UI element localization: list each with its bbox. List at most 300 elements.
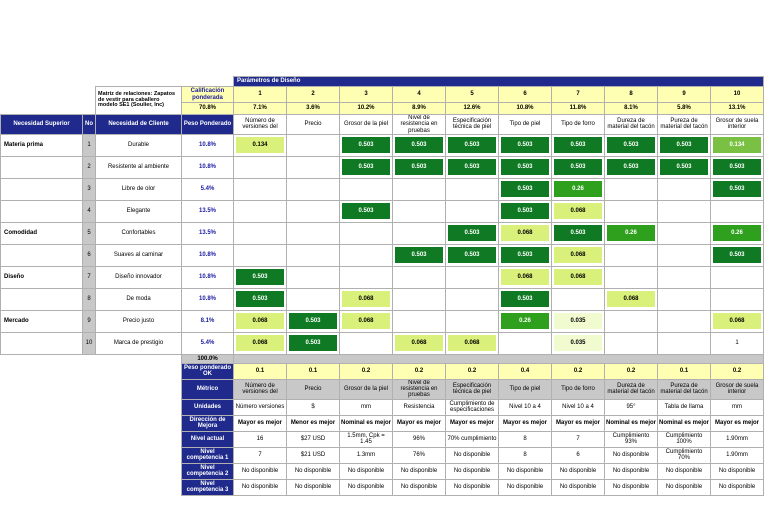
relation-cell — [446, 156, 499, 178]
param-weight: 3.6% — [287, 103, 340, 115]
relation-cell — [446, 244, 499, 266]
relation-value: 0.26 — [554, 181, 602, 197]
relation-cell — [340, 222, 393, 244]
metric-value: 1.5mm, Cpk = 1.45 — [340, 431, 393, 447]
metric-value: mm — [711, 399, 764, 415]
relation-cell — [287, 266, 340, 288]
relation-value: 0.068 — [501, 269, 549, 285]
relation-cell — [499, 310, 552, 332]
relation-cell — [340, 288, 393, 310]
metric-value: No disponible — [658, 479, 711, 495]
param-weight: 5.8% — [658, 103, 711, 115]
relation-cell — [287, 288, 340, 310]
relation-value: 0.503 — [342, 159, 390, 175]
relation-value: 0.503 — [395, 247, 443, 263]
need-superior — [1, 244, 83, 266]
blank-cell — [1, 77, 234, 87]
relation-cell — [340, 134, 393, 156]
relation-cell — [287, 222, 340, 244]
metric-row-label: Dirección de Mejora — [182, 415, 234, 431]
param-number: 3 — [340, 87, 393, 103]
param-weight: 10.2% — [340, 103, 393, 115]
total-bar — [234, 354, 764, 363]
metric-value: mm — [340, 399, 393, 415]
metric-value: No disponible — [605, 479, 658, 495]
param-weight: 11.8% — [552, 103, 605, 115]
need-number: 6 — [83, 244, 96, 266]
relation-value: 0.035 — [554, 335, 602, 351]
param-name: Tipo de piel — [499, 115, 552, 135]
metric-value: Grosor de la piel — [340, 379, 393, 399]
relation-cell — [658, 244, 711, 266]
relation-value: 0.503 — [395, 159, 443, 175]
relation-value: 0.503 — [395, 137, 443, 153]
relation-cell — [552, 332, 605, 354]
relation-cell — [552, 178, 605, 200]
relation-value: 0.068 — [713, 313, 761, 329]
param-number: 9 — [658, 87, 711, 103]
metric-value: Mayor es mejor — [393, 415, 446, 431]
relation-cell — [287, 200, 340, 222]
param-weight: 8.1% — [605, 103, 658, 115]
blank-cell — [1, 379, 182, 399]
metric-value: 0.1 — [234, 363, 287, 379]
metric-value: No disponible — [605, 463, 658, 479]
relation-cell — [234, 332, 287, 354]
header-superior: Necesidad Superior — [1, 115, 83, 135]
relation-cell — [552, 200, 605, 222]
customer-need: De moda — [96, 288, 182, 310]
relation-cell — [499, 134, 552, 156]
relation-value: 0.068 — [554, 269, 602, 285]
relation-cell — [552, 222, 605, 244]
metric-value: 8 — [499, 431, 552, 447]
metric-value: 0.1 — [287, 363, 340, 379]
weight-total: 100.0% — [182, 354, 234, 363]
relation-cell — [499, 288, 552, 310]
metric-value: Cumplimiento 70% — [658, 447, 711, 463]
relation-value: 0.503 — [713, 159, 761, 175]
relation-cell — [658, 178, 711, 200]
relation-cell — [234, 156, 287, 178]
customer-need: Diseño innovador — [96, 266, 182, 288]
metric-value: Cumplimiento de especificaciones — [446, 399, 499, 415]
metric-value: No disponible — [234, 479, 287, 495]
metric-value: Dureza de material del tacón — [605, 379, 658, 399]
relation-cell — [340, 244, 393, 266]
relation-cell — [711, 332, 764, 354]
metric-value: No disponible — [287, 463, 340, 479]
relation-cell — [658, 156, 711, 178]
metric-value: Número versiones — [234, 399, 287, 415]
need-superior — [1, 200, 83, 222]
relation-cell — [234, 266, 287, 288]
metric-value: Nivel 10 a 4 — [499, 399, 552, 415]
relation-value: 0.503 — [554, 225, 602, 241]
relation-value: 0.26 — [713, 225, 761, 241]
metric-value: 76% — [393, 447, 446, 463]
relation-cell — [393, 332, 446, 354]
relation-cell — [499, 266, 552, 288]
metric-value: No disponible — [234, 463, 287, 479]
customer-need: Elegante — [96, 200, 182, 222]
metric-value: 1.3mm — [340, 447, 393, 463]
relation-value: 1 — [713, 335, 761, 351]
relation-cell — [605, 288, 658, 310]
metric-value: Mayor es mejor — [446, 415, 499, 431]
param-name: Grosor de suela interior — [711, 115, 764, 135]
relation-cell — [393, 156, 446, 178]
param-name: Tipo de forro — [552, 115, 605, 135]
matrix-title: Matriz de relaciones: Zapatos de vestir para caballero modelo SE1 (Soulier, Inc) — [96, 87, 182, 115]
relation-cell — [711, 222, 764, 244]
relation-cell — [658, 332, 711, 354]
blank-cell — [1, 103, 83, 115]
param-weight: 10.8% — [499, 103, 552, 115]
relation-value: 0.503 — [554, 137, 602, 153]
metric-value: No disponible — [393, 479, 446, 495]
metric-value: Pureza de material del tacón — [658, 379, 711, 399]
relation-cell — [446, 178, 499, 200]
relation-cell — [711, 244, 764, 266]
relation-cell — [446, 222, 499, 244]
relationship-matrix-table — [0, 76, 764, 496]
param-number: 1 — [234, 87, 287, 103]
customer-need: Resistente al ambiente — [96, 156, 182, 178]
metric-value: Menor es mejor — [287, 415, 340, 431]
relation-cell — [658, 288, 711, 310]
metric-value: No disponible — [340, 479, 393, 495]
relation-value: 0.134 — [236, 137, 284, 153]
header-peso: Peso Ponderado — [182, 115, 234, 135]
relation-value: 0.503 — [660, 137, 708, 153]
relation-value: 0.035 — [554, 313, 602, 329]
relation-value: 0.503 — [501, 137, 549, 153]
blank-cell — [1, 479, 182, 495]
relation-cell — [499, 200, 552, 222]
relation-cell — [658, 134, 711, 156]
customer-need: Confortables — [96, 222, 182, 244]
relation-cell — [711, 178, 764, 200]
relation-cell — [446, 134, 499, 156]
need-number: 9 — [83, 310, 96, 332]
relation-cell — [552, 266, 605, 288]
metric-value: 8 — [499, 447, 552, 463]
need-weight: 8.1% — [182, 310, 234, 332]
metric-row-label: Nivel competencia 3 — [182, 479, 234, 495]
param-name: Dureza de material del tacón — [605, 115, 658, 135]
need-weight: 10.8% — [182, 288, 234, 310]
relation-value: 0.503 — [236, 269, 284, 285]
param-name: Especificación técnica de piel — [446, 115, 499, 135]
relation-cell — [234, 200, 287, 222]
metric-value: 70% cumplimiento — [446, 431, 499, 447]
need-weight: 10.8% — [182, 134, 234, 156]
metric-value: 0.2 — [605, 363, 658, 379]
need-weight: 10.8% — [182, 156, 234, 178]
blank-cell — [83, 87, 96, 103]
blank-cell — [1, 354, 182, 363]
need-weight: 10.8% — [182, 266, 234, 288]
need-superior: Materia prima — [1, 134, 83, 156]
relation-value: 0.503 — [236, 291, 284, 307]
relation-value: 0.503 — [501, 203, 549, 219]
metric-value: Resistencia — [393, 399, 446, 415]
customer-need: Suaves al caminar — [96, 244, 182, 266]
relation-value: 0.503 — [342, 203, 390, 219]
relation-value: 0.503 — [607, 159, 655, 175]
relation-value: 0.503 — [713, 247, 761, 263]
need-weight: 10.8% — [182, 244, 234, 266]
need-weight: 5.4% — [182, 178, 234, 200]
param-weight: 13.1% — [711, 103, 764, 115]
metric-value: No disponible — [446, 479, 499, 495]
relation-cell — [658, 200, 711, 222]
metric-value: 0.2 — [552, 363, 605, 379]
customer-need: Durable — [96, 134, 182, 156]
relation-cell — [446, 332, 499, 354]
relation-cell — [340, 156, 393, 178]
relation-value: 0.503 — [607, 137, 655, 153]
blank-cell — [1, 363, 182, 379]
blank-cell — [1, 431, 182, 447]
metric-value: 95° — [605, 399, 658, 415]
relation-cell — [605, 332, 658, 354]
relation-cell — [393, 134, 446, 156]
relation-value: 0.503 — [289, 335, 337, 351]
relation-cell — [711, 266, 764, 288]
metric-value: Grosor de suela interior — [711, 379, 764, 399]
param-number: 2 — [287, 87, 340, 103]
need-weight: 13.5% — [182, 200, 234, 222]
relation-value: 0.068 — [342, 313, 390, 329]
param-name: Pureza de material del tacón — [658, 115, 711, 135]
blank-cell — [1, 463, 182, 479]
relation-cell — [287, 156, 340, 178]
metric-value: No disponible — [605, 447, 658, 463]
relation-value: 0.503 — [501, 247, 549, 263]
relation-cell — [658, 222, 711, 244]
relation-cell — [499, 156, 552, 178]
relation-cell — [393, 310, 446, 332]
metric-value: Número de versiones del — [234, 379, 287, 399]
metric-value: Tipo de piel — [499, 379, 552, 399]
relation-cell — [393, 266, 446, 288]
need-number: 10 — [83, 332, 96, 354]
metric-value: Mayor es mejor — [499, 415, 552, 431]
relation-cell — [499, 244, 552, 266]
relation-value: 0.068 — [607, 291, 655, 307]
relation-cell — [393, 222, 446, 244]
metric-value: 0.2 — [711, 363, 764, 379]
metric-row-label: Unidades — [182, 399, 234, 415]
metric-value: 96% — [393, 431, 446, 447]
relation-value: 0.068 — [395, 335, 443, 351]
relation-value: 0.503 — [448, 137, 496, 153]
metric-value: 1.90mm — [711, 447, 764, 463]
metric-value: Cumplimiento 93% — [605, 431, 658, 447]
metric-value: Tabla de llama — [658, 399, 711, 415]
relation-cell — [605, 134, 658, 156]
metric-value: No disponible — [287, 479, 340, 495]
relation-value: 0.068 — [554, 247, 602, 263]
relation-value: 0.503 — [554, 159, 602, 175]
param-name: Precio — [287, 115, 340, 135]
need-number: 8 — [83, 288, 96, 310]
metric-value: Mayor es mejor — [552, 415, 605, 431]
metric-value: No disponible — [446, 463, 499, 479]
relation-cell — [552, 156, 605, 178]
relation-cell — [393, 200, 446, 222]
relation-cell — [340, 332, 393, 354]
relation-cell — [552, 134, 605, 156]
need-number: 1 — [83, 134, 96, 156]
relation-cell — [340, 200, 393, 222]
customer-need: Precio justo — [96, 310, 182, 332]
need-number: 7 — [83, 266, 96, 288]
relation-cell — [605, 222, 658, 244]
metric-value: Nominal es mejor — [340, 415, 393, 431]
relation-cell — [605, 310, 658, 332]
metric-value: No disponible — [499, 463, 552, 479]
relation-cell — [499, 222, 552, 244]
relation-cell — [234, 244, 287, 266]
relation-cell — [499, 178, 552, 200]
customer-need: Marca de prestigio — [96, 332, 182, 354]
relation-value: 0.503 — [448, 225, 496, 241]
param-number: 4 — [393, 87, 446, 103]
weighted-label: Calificación ponderada — [182, 87, 234, 103]
relation-value: 0.503 — [501, 291, 549, 307]
relation-cell — [340, 266, 393, 288]
metric-value: Mayor es mejor — [711, 415, 764, 431]
param-number: 7 — [552, 87, 605, 103]
relation-cell — [393, 288, 446, 310]
metric-row-label: Métrico — [182, 379, 234, 399]
relation-value: 0.503 — [501, 159, 549, 175]
param-weight: 8.9% — [393, 103, 446, 115]
relation-cell — [499, 332, 552, 354]
metric-value: Especificación técnica de piel — [446, 379, 499, 399]
blank-cell — [1, 447, 182, 463]
param-number: 8 — [605, 87, 658, 103]
param-number: 6 — [499, 87, 552, 103]
need-number: 5 — [83, 222, 96, 244]
relation-value: 0.068 — [554, 203, 602, 219]
need-superior — [1, 156, 83, 178]
metric-value: 0.4 — [499, 363, 552, 379]
metric-value: No disponible — [499, 479, 552, 495]
relation-cell — [658, 310, 711, 332]
blank-cell — [1, 415, 182, 431]
metric-value: 7 — [552, 431, 605, 447]
metric-value: No disponible — [552, 463, 605, 479]
metric-value: $27 USD — [287, 431, 340, 447]
metric-value: 16 — [234, 431, 287, 447]
blank-cell — [1, 87, 83, 103]
relation-cell — [605, 178, 658, 200]
need-number: 4 — [83, 200, 96, 222]
param-name: Grosor de la piel — [340, 115, 393, 135]
metric-value: No disponible — [711, 479, 764, 495]
relation-value: 0.503 — [342, 137, 390, 153]
relation-cell — [393, 244, 446, 266]
relation-cell — [340, 310, 393, 332]
relation-cell — [711, 200, 764, 222]
relation-value: 0.503 — [501, 181, 549, 197]
need-weight: 13.5% — [182, 222, 234, 244]
metric-row-label: Nivel competencia 2 — [182, 463, 234, 479]
relation-cell — [393, 178, 446, 200]
relation-cell — [446, 266, 499, 288]
relation-cell — [711, 310, 764, 332]
need-superior — [1, 178, 83, 200]
relation-cell — [552, 310, 605, 332]
metric-value: No disponible — [711, 463, 764, 479]
relation-value: 0.068 — [342, 291, 390, 307]
blank-cell — [83, 103, 96, 115]
relation-cell — [605, 244, 658, 266]
relation-cell — [287, 332, 340, 354]
relation-value: 0.134 — [713, 137, 761, 153]
relation-cell — [234, 178, 287, 200]
header-cliente: Necesidad de Cliente — [96, 115, 182, 135]
relation-value: 0.26 — [501, 313, 549, 329]
relation-cell — [605, 156, 658, 178]
metric-value: Mayor es mejor — [234, 415, 287, 431]
param-number: 10 — [711, 87, 764, 103]
relation-cell — [605, 266, 658, 288]
need-superior — [1, 332, 83, 354]
customer-need: Libre de olor — [96, 178, 182, 200]
relation-cell — [287, 310, 340, 332]
metric-value: $ — [287, 399, 340, 415]
metric-value: Tipo de forro — [552, 379, 605, 399]
metric-value: No disponible — [393, 463, 446, 479]
need-number: 2 — [83, 156, 96, 178]
need-superior: Comodidad — [1, 222, 83, 244]
relation-cell — [234, 288, 287, 310]
blank-cell — [1, 399, 182, 415]
relation-value: 0.503 — [289, 313, 337, 329]
metric-value: Precio — [287, 379, 340, 399]
metric-value: 1.90mm — [711, 431, 764, 447]
relation-cell — [287, 178, 340, 200]
need-number: 3 — [83, 178, 96, 200]
relation-cell — [711, 156, 764, 178]
relation-cell — [446, 200, 499, 222]
param-name: Número de versiones del — [234, 115, 287, 135]
metric-value: 0.2 — [393, 363, 446, 379]
need-weight: 5.4% — [182, 332, 234, 354]
metric-value: 6 — [552, 447, 605, 463]
metric-value: Nivel de resistencia en pruebas — [393, 379, 446, 399]
relation-cell — [446, 310, 499, 332]
need-superior: Diseño — [1, 266, 83, 288]
relation-value: 0.503 — [448, 159, 496, 175]
relation-value: 0.068 — [448, 335, 496, 351]
relation-value: 0.068 — [236, 313, 284, 329]
relationship-matrix-sheet — [0, 76, 764, 496]
metric-value: 0.2 — [446, 363, 499, 379]
metric-value: Nominal es mejor — [658, 415, 711, 431]
metric-value: $21 USD — [287, 447, 340, 463]
metric-row-label: Nivel actual — [182, 431, 234, 447]
relation-value: 0.503 — [713, 181, 761, 197]
relation-cell — [711, 134, 764, 156]
relation-cell — [234, 134, 287, 156]
param-weight: 7.1% — [234, 103, 287, 115]
